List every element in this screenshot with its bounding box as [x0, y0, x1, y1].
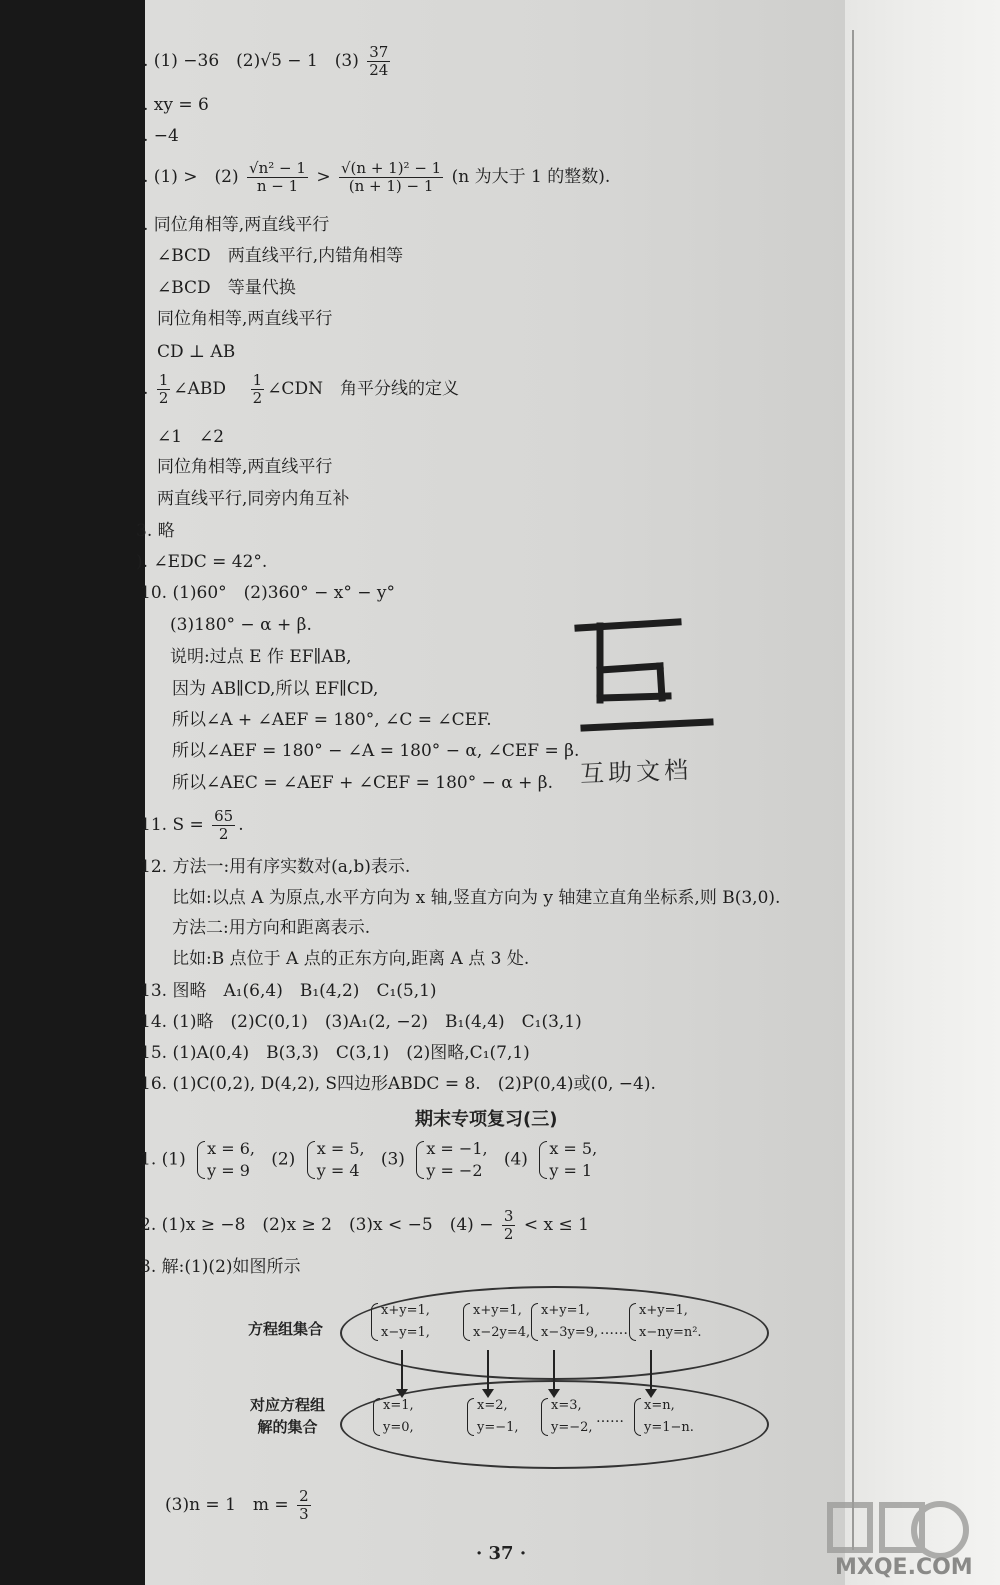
equation-system-1: x = 6, y = 9	[195, 1138, 255, 1182]
fraction-half: $\frac{1}{2}$	[158, 371, 169, 407]
fraction-radical-1: $\frac{\text{√n² − 1}}{n - 1}$	[249, 159, 306, 195]
top-system-n: x+y=1, x−ny=n².	[628, 1300, 702, 1344]
answer-line-27: 比如:B 点位于 A 点的正东方向,距离 A 点 3 处.	[172, 949, 530, 969]
diagram-label-solution-sets: 对应方程组 解的集合	[250, 1396, 326, 1436]
answer-line-3: . −4	[143, 126, 179, 146]
answer-line-13: 两直线平行,同旁内角互补	[157, 489, 350, 509]
answer-line-4: . (1) > (2) $\frac{\text{√n² − 1}}{n - 1}$ > $\frac{\text{√(n + 1)² − 1}}{(n + 1) - 1}$ (n 为大于 1 的整数).	[143, 159, 611, 195]
stamp-caption: 互助文档	[579, 756, 693, 788]
binding-line	[852, 30, 854, 1550]
answer-line-6: ∠BCD 两直线平行,内错角相等	[157, 246, 404, 266]
answer-line-2: . xy = 6	[143, 95, 209, 115]
answer-line-14: 3. 略	[136, 521, 175, 541]
bottom-system-2: x=2, y=−1,	[466, 1395, 519, 1439]
fraction-half: $\frac{1}{2}$	[252, 371, 263, 407]
section-heading: 期末专项复习(三)	[415, 1109, 558, 1130]
answer-line-20: 所以∠A + ∠AEF = 180°, ∠C = ∠CEF.	[172, 710, 492, 730]
equation-system-4: x = 5, y = 1	[537, 1138, 597, 1182]
answer-line-7: ∠BCD 等量代换	[157, 278, 296, 298]
top-system-1: x+y=1, x−y=1,	[370, 1300, 430, 1344]
answer-line-26: 方法二:用方向和距离表示.	[172, 918, 371, 938]
page-right-edge	[845, 0, 1000, 1585]
answer-line-systems: 1. (1) x = 6, y = 9 (2) x = 5, y = 4 (3) x = −1, y = −2 (4) x = 5, y = 1	[140, 1139, 598, 1180]
answer-line-17: (3)180° − α + β.	[170, 615, 312, 635]
top-system-2: x+y=1, x−2y=4,	[462, 1300, 530, 1344]
answer-line-24: 12. 方法一:用有序实数对(a,b)表示.	[140, 857, 411, 877]
watermark-url: MXQE.COM	[835, 1555, 973, 1580]
arrow-down-3	[553, 1350, 555, 1390]
bottom-system-n: x=n, y=1−n.	[633, 1395, 694, 1439]
diagram-label-equation-sets: 方程组集合	[248, 1320, 324, 1338]
answer-line-11: ∠1 ∠2	[157, 427, 225, 447]
scan-left-margin	[0, 0, 145, 1585]
equation-system-2: x = 5, y = 4	[305, 1138, 365, 1182]
answer-line-30: 15. (1)A(0,4) B(3,3) C(3,1) (2)图略,C₁(7,1)	[140, 1043, 530, 1063]
arrow-down-n	[650, 1350, 652, 1390]
fraction-65-2: $\frac{65}{2}$	[214, 807, 234, 843]
fraction-radical-2: $\frac{\text{√(n + 1)² − 1}}{(n + 1) - 1}$	[340, 159, 442, 195]
page-number: · 37 ·	[476, 1543, 527, 1564]
top-system-3: x+y=1, x−3y=9,	[530, 1300, 598, 1344]
answer-line-18: 说明:过点 E 作 EF∥AB,	[170, 647, 352, 667]
answer-line-29: 14. (1)略 (2)C(0,1) (3)A₁(2, −2) B₁(4,4) C₁(3,1)	[140, 1012, 582, 1032]
arrow-down-1	[401, 1350, 403, 1390]
answer-line-inequalities: 2. (1)x ≥ −8 (2)x ≥ 2 (3)x < −5 (4) − $\frac{3}{2}$ < x ≤ 1	[140, 1207, 589, 1243]
answer-line-5: . 同位角相等,两直线平行	[143, 215, 330, 235]
answer-line-16: 10. (1)60° (2)360° − x° − y°	[140, 583, 395, 603]
arrow-down-2	[487, 1350, 489, 1390]
answer-line-25: 比如:以点 A 为原点,水平方向为 x 轴,竖直方向为 y 轴建立直角坐标系,则 B(3,0).	[172, 888, 781, 908]
answer-line-solution: 3. 解:(1)(2)如图所示	[140, 1257, 301, 1277]
answer-line-10: . $\frac{1}{2}$ ∠ABD $\frac{1}{2}$ ∠CDN 角平分线的定义	[143, 371, 459, 407]
answer-line-19: 因为 AB∥CD,所以 EF∥CD,	[172, 679, 379, 699]
answer-line-23: 11. S = $\frac{65}{2}$ .	[140, 807, 244, 843]
answer-text: . (1) −36 (2)√5 − 1 (3)	[143, 51, 359, 71]
fraction-2-3: $\frac{2}{3}$	[299, 1487, 309, 1523]
answer-line-12: 同位角相等,两直线平行	[157, 457, 333, 477]
bottom-system-1: x=1, y=0,	[372, 1395, 414, 1439]
answer-line-21: 所以∠AEF = 180° − ∠A = 180° − α, ∠CEF = β.	[172, 741, 580, 761]
bottom-system-3: x=3, y=−2,	[540, 1395, 593, 1439]
top-ellipsis: ……	[600, 1322, 628, 1338]
answer-line-31: 16. (1)C(0,2), D(4,2), S四边形ABDC = 8. (2)P(0,4)或(0, −4).	[140, 1074, 656, 1094]
fraction-3-2: $\frac{3}{2}$	[503, 1207, 514, 1243]
equation-system-3: x = −1, y = −2	[414, 1138, 487, 1182]
answer-line-1	[143, 44, 393, 79]
answer-line-22: 所以∠AEC = ∠AEF + ∠CEF = 180° − α + β.	[172, 773, 554, 793]
answer-line-15: ). ∠EDC = 42°.	[136, 552, 268, 572]
answer-line-8: 同位角相等,两直线平行	[157, 309, 333, 329]
answer-line-final: (3)n = 1 m = $\frac{2}{3}$	[165, 1487, 309, 1523]
answer-line-9: CD ⊥ AB	[157, 342, 236, 362]
answer-line-28: 13. 图略 A₁(6,4) B₁(4,2) C₁(5,1)	[140, 981, 437, 1001]
fraction-37-24: $\frac{37}{24}$	[369, 43, 389, 79]
bottom-ellipsis: ……	[596, 1410, 624, 1426]
